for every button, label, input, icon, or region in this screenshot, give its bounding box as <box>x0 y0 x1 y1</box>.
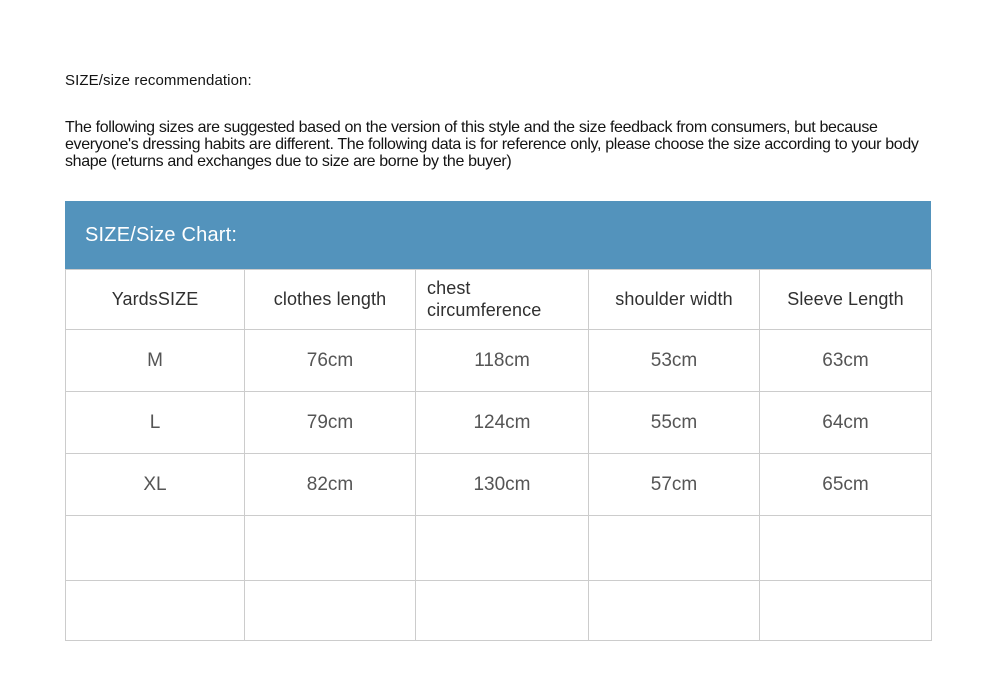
empty-cell <box>589 516 760 581</box>
size-chart-table <box>65 269 932 641</box>
column-header-size: YardsSIZE <box>66 270 245 330</box>
table-header-row <box>66 270 932 330</box>
table-row-m <box>66 330 932 392</box>
empty-cell <box>245 581 416 641</box>
empty-cell <box>416 516 589 581</box>
empty-table-row <box>66 516 932 581</box>
value-cell: 124cm <box>416 392 589 454</box>
value-cell: 130cm <box>416 454 589 516</box>
value-cell: 64cm <box>760 392 932 454</box>
value-cell: 76cm <box>245 330 416 392</box>
column-header-sleeve-length: Sleeve Length <box>760 270 932 330</box>
column-header-shoulder-width: shoulder width <box>589 270 760 330</box>
empty-cell <box>416 581 589 641</box>
value-cell: 79cm <box>245 392 416 454</box>
size-cell: XL <box>66 454 245 516</box>
value-cell: 118cm <box>416 330 589 392</box>
value-cell: 82cm <box>245 454 416 516</box>
column-header-chest-circumference: chest circumference <box>416 270 589 330</box>
empty-cell <box>589 581 760 641</box>
value-cell: 57cm <box>589 454 760 516</box>
size-chart-title: SIZE/Size Chart: <box>85 223 238 246</box>
size-cell: M <box>66 330 245 392</box>
empty-cell <box>66 516 245 581</box>
table-row-l <box>66 392 932 454</box>
value-cell: 63cm <box>760 330 932 392</box>
page-title: SIZE/size recommendation: <box>65 72 252 89</box>
value-cell: 55cm <box>589 392 760 454</box>
empty-table-row <box>66 581 932 641</box>
empty-cell <box>760 581 932 641</box>
table-row-xl <box>66 454 932 516</box>
empty-cell <box>66 581 245 641</box>
size-description: The following sizes are suggested based on the version of this style and the size feedback from consumers, but because everyone's dressing habits are different. The following data is for reference only, please choose the size according to your body shape (returns and exchanges due to size are borne by the buyer) <box>65 119 919 170</box>
empty-cell <box>760 516 932 581</box>
size-chart-title-bar <box>65 201 931 269</box>
value-cell: 65cm <box>760 454 932 516</box>
size-cell: L <box>66 392 245 454</box>
empty-cell <box>245 516 416 581</box>
size-chart <box>65 201 931 641</box>
value-cell: 53cm <box>589 330 760 392</box>
column-header-clothes-length: clothes length <box>245 270 416 330</box>
